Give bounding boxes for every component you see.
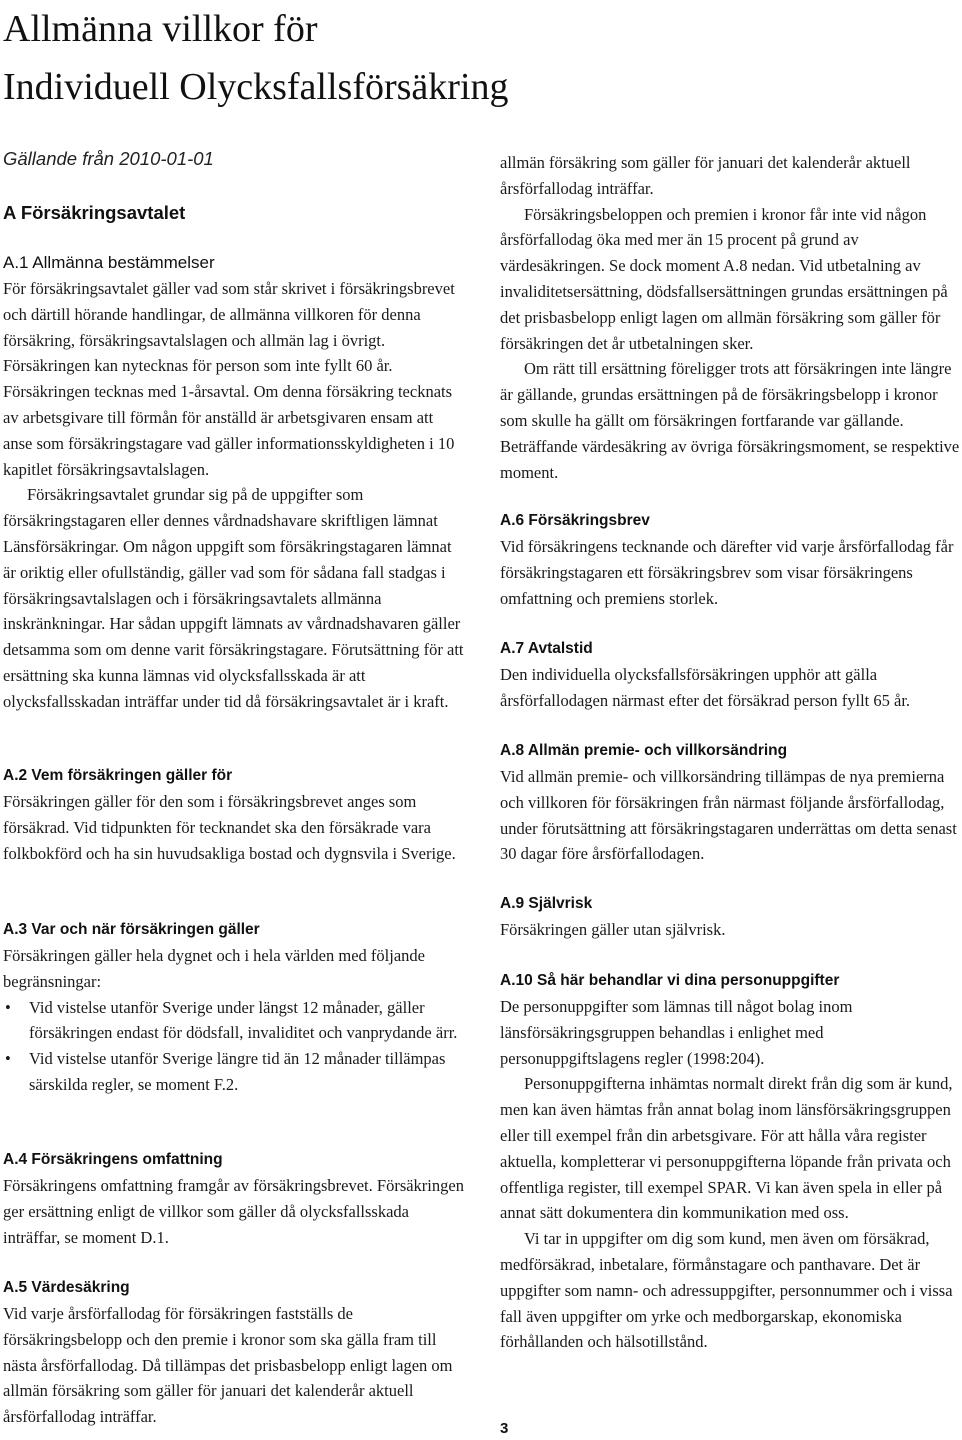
section-a1 [3, 250, 465, 715]
list-item [3, 1046, 465, 1098]
paragraph: Försäkringsbeloppen och premien i kronor får inte vid någon årsförfallodag öka med mer än 15 procent på grund av värdesäkringen. Se dock moment A.8 nedan. Vid utbetalning av invaliditetsersättning, dödsfallsersättningen grundas ersättningen på det prisbasbelopp enligt lagen om allmän försäkring som gäller för försäkringen det år utbetalningen sker. [500, 204, 948, 353]
page-title [3, 0, 943, 116]
section-a8 [500, 738, 962, 867]
subsection-heading: A.9 Självrisk [500, 895, 593, 912]
section-a10 [500, 968, 962, 1355]
page-title-line-1: Allmänna villkor för [3, 8, 318, 50]
paragraph: Försäkringens omfattning framgår av försäkringsbrevet. Försäkringen ger ersättning enligt de villkor som gäller då olycksfallsskada inträffar, se moment D.1. [3, 1176, 464, 1247]
section-a5-continued [500, 150, 962, 485]
bullet-icon: • [5, 1049, 11, 1069]
section-a4 [3, 1147, 465, 1250]
subsection-heading: A.5 Värdesäkring [3, 1279, 130, 1296]
paragraph: Vid försäkringens tecknande och därefter vid varje årsförfallodag får försäkringstagaren ett försäkringsbrev som visar försäkringens omfattning och premiens storlek. [500, 537, 954, 608]
paragraph: Vid varje årsförfallodag för försäkringen fastställs de försäkringsbelopp och den premie i kronor som ska gälla fram till nästa årsförfallodag. Då tillämpas det prisbasbelopp enligt lagen om allmän försäkring som gäller för januari det kalenderår aktuell årsförfallodag inträffar. [3, 1304, 453, 1427]
paragraph: Om rätt till ersättning föreligger trots att försäkringen inte längre är gällande, grundas ersättningen på de försäkringsbelopp i kronor som skulle ha gällt om försäkringen fortfarande var gällande. Beträffande värdesäkring av övriga försäkringsmoment, se respektive moment. [500, 359, 960, 482]
subsection-heading: A.6 Försäkringsbrev [500, 512, 650, 529]
list-item-text: Vid vistelse utanför Sverige längre tid än 12 månader tillämpas särskilda regler, se moment F.2. [29, 1049, 446, 1094]
paragraph: För försäkringsavtalet gäller vad som står skrivet i försäkringsbrevet och därtill hörande handlingar, de allmänna villkoren för denna försäkring, försäkringsavtalslagen och allmän lag i övrigt. Försäkringen kan nytecknas för person som inte fyllt 60 år. Försäkringen tecknas med 1-årsavtal. Om denna försäkring tecknats av arbetsgivare till förmån för anställd är arbetsgivaren ensam att anse som försäkringstagare vad gäller informationsskyldigheten i 10 kapitlet försäkringsavtalslagen. [3, 279, 455, 479]
paragraph: Försäkringen gäller för den som i försäkringsbrevet anges som försäkrad. Vid tidpunkten för tecknandet ska den försäkrade vara folkbokförd och ha sin huvudsakliga bostad och dygnsvila i Sverige. [3, 792, 456, 863]
subsection-heading: A.4 Försäkringens omfattning [3, 1151, 223, 1168]
validity-date: Gällande från 2010-01-01 [3, 148, 214, 169]
paragraph: Försäkringen gäller utan självrisk. [500, 920, 726, 939]
section-a9 [500, 891, 962, 943]
subsection-heading: A.7 Avtalstid [500, 640, 593, 657]
page-number: 3 [500, 1420, 509, 1437]
paragraph: De personuppgifter som lämnas till något bolag inom länsförsäkringsgruppen behandlas i enlighet med personuppgiftslagens regler (1998:204). [500, 997, 853, 1068]
section-heading: A Försäkringsavtalet [3, 202, 186, 223]
subsection-heading: A.2 Vem försäkringen gäller för [3, 767, 233, 784]
bullet-list [3, 995, 465, 1098]
list-item [3, 995, 465, 1047]
paragraph: Vid allmän premie- och villkorsändring tillämpas de nya premierna och villkoren för försäkringen från närmast följande årsförfallodag, under förutsättning att försäkringstagaren underrättas om detta senast 30 dagar före årsförfallodagen. [500, 767, 957, 864]
paragraph: Den individuella olycksfallsförsäkringen upphör att gälla årsförfallodagen närmast efter det försäkrad person fyllt 65 år. [500, 665, 911, 710]
bullet-icon: • [5, 997, 11, 1017]
paragraph: Försäkringen gäller hela dygnet och i hela världen med följande begränsningar: [3, 946, 425, 991]
subsection-heading: A.1 Allmänna bestämmelser [3, 253, 215, 272]
section-a6 [500, 508, 962, 611]
paragraph: Personuppgifterna inhämtas normalt direkt från dig som är kund, men kan även hämtas från annat bolag inom länsförsäkringsgruppen eller till exempel från din arbetsgivare. För att hålla våra register aktuella, kompletterar vi personuppgifterna löpande från privata och offentliga register, till exempel SPAR. Vi kan även spela in eller på annat sätt dokumentera din kommunikation med oss. [500, 1074, 953, 1223]
page-title-line-2: Individuell Olycksfallsförsäkring [3, 66, 509, 108]
section-a3 [3, 917, 465, 1098]
subsection-heading: A.10 Så här behandlar vi dina personuppgifter [500, 972, 840, 989]
paragraph: Försäkringsavtalet grundar sig på de uppgifter som försäkringstagaren eller dennes vårdnadshavare skriftligen lämnat Länsförsäkringar. Om någon uppgift som försäkringstagaren lämnat är oriktig eller ofullständig, gäller vad som för sådana fall stadgas i försäkringsavtalslagen och i försäkringsavtalets allmänna inskränkningar. Har sådan uppgift lämnats av vårdnadshavaren gäller detsamma som om denne varit försäkringstagare. Förutsättning för att ersättning ska kunna lämnas vid olycksfallsskada är att olycksfallsskadan inträffar under tid då försäkringsavtalet är i kraft. [3, 485, 464, 711]
section-a7 [500, 636, 962, 714]
section-a5 [3, 1275, 465, 1427]
section-a-heading-block [3, 200, 465, 226]
paragraph: allmän försäkring som gäller för januari det kalenderår aktuell årsförfallodag inträffar. [500, 153, 911, 198]
subsection-heading: A.8 Allmän premie- och villkorsändring [500, 742, 788, 759]
section-a2 [3, 763, 465, 866]
paragraph: Vi tar in uppgifter om dig som kund, men även om försäkrad, medförsäkrad, inbetalare, förmånstagare och panthavare. Det är uppgifter som namn- och adressuppgifter, personnummer och i vissa fall även uppgifter om yrke och medborgarskap, ekonomiska förhållanden och hälsotillstånd. [500, 1229, 953, 1352]
subsection-heading: A.3 Var och när försäkringen gäller [3, 921, 260, 938]
list-item-text: Vid vistelse utanför Sverige under längst 12 månader, gäller försäkringen endast för dödsfall, invaliditet och vanprydande ärr. [29, 997, 458, 1043]
